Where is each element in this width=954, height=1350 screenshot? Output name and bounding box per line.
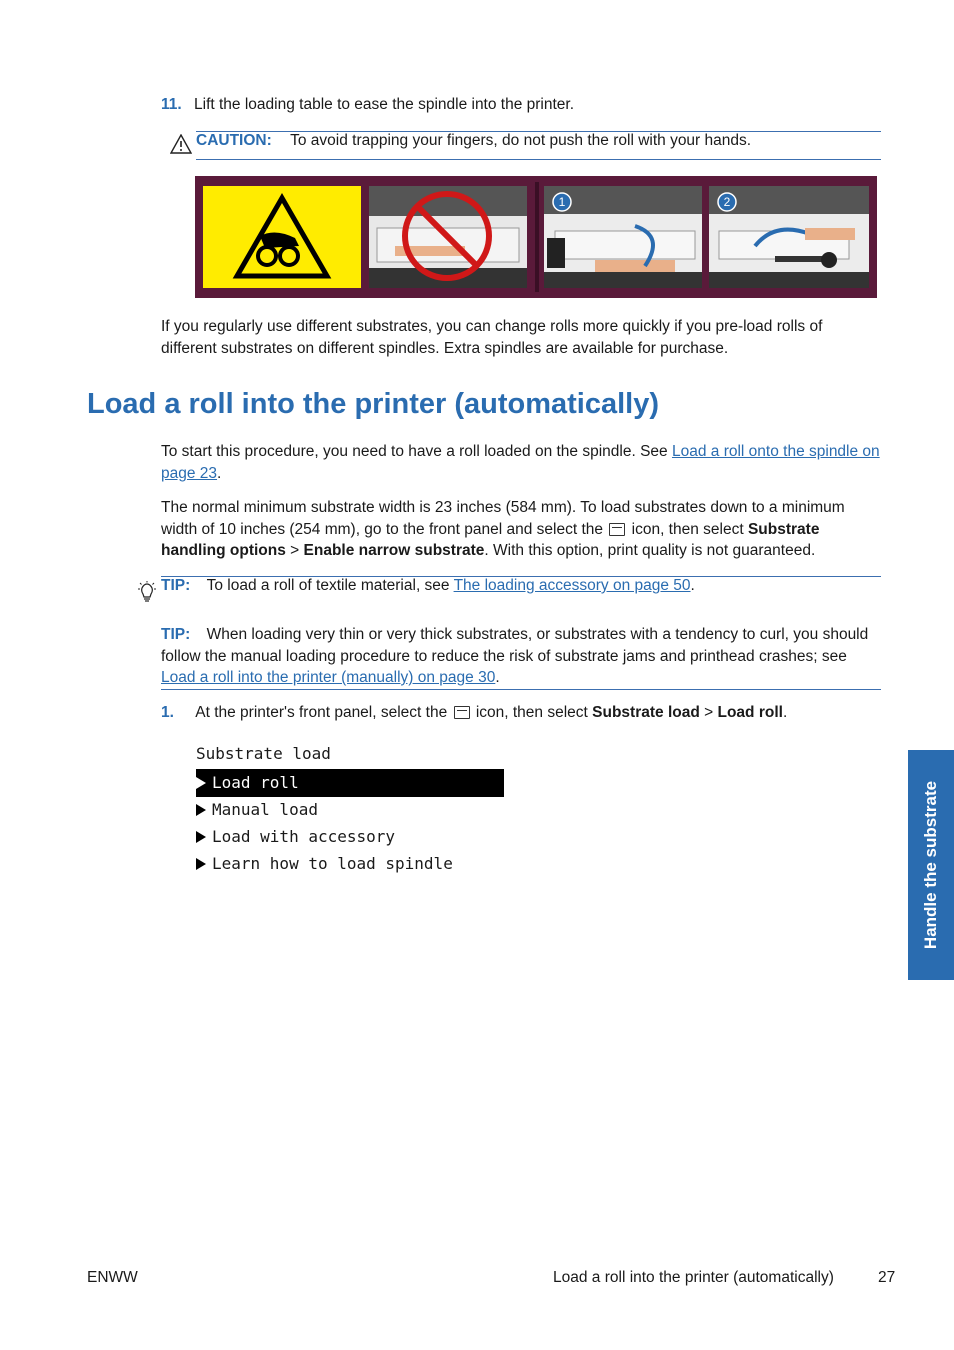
footer-section-title: Load a roll into the printer (automatically) — [553, 1269, 834, 1286]
narrow-substrate-paragraph — [161, 497, 881, 562]
intro-paragraph — [161, 441, 881, 484]
step1-text-2: icon, then select — [471, 704, 593, 721]
play-arrow-icon — [196, 858, 206, 870]
caution-figure — [195, 176, 877, 298]
panel-menu-title: Substrate load — [196, 744, 331, 763]
tip2-end: . — [495, 669, 500, 686]
panel-menu-item-label: Load with accessory — [212, 827, 396, 846]
tip2-label: TIP: — [161, 626, 191, 643]
panel-menu-item-label: Manual load — [212, 800, 318, 819]
intro-end: . — [217, 464, 222, 482]
tip1-text: To load a roll of textile material, see — [206, 577, 454, 594]
link-loading-accessory[interactable]: The loading accessory on page 50 — [453, 577, 691, 594]
tip2-bottom-rule — [161, 689, 881, 690]
narrow-text-2: icon, then select — [627, 520, 748, 538]
tip-note-2 — [161, 624, 885, 689]
play-arrow-icon — [196, 804, 206, 816]
figure-badge-2: 2 — [723, 195, 731, 209]
menu-substrate-handling-options: Substrate handling options — [161, 520, 820, 559]
step1-end: . — [782, 704, 788, 721]
panel-menu-item-label: Learn how to load spindle — [212, 854, 453, 873]
link-load-roll-spindle[interactable]: Load a roll onto the spindle on page 23 — [161, 443, 880, 482]
step1-separator: > — [699, 704, 718, 721]
menu-load-roll: Load roll — [717, 704, 783, 721]
preload-paragraph: If you regularly use different substrates, you can change rolls more quickly if you pre-load rolls of different substrates on different spindles. Extra spindles are available for purchase. — [161, 318, 823, 357]
step-number: 11. — [161, 96, 182, 113]
narrow-text-3: . With this option, print quality is not guaranteed. — [484, 542, 816, 559]
caution-bottom-rule — [196, 159, 881, 160]
menu-enable-narrow-substrate: Enable narrow substrate — [303, 542, 485, 559]
chapter-side-tab — [908, 750, 954, 980]
panel-menu-item-manual-load[interactable] — [196, 797, 318, 823]
front-panel-menu-icon — [609, 523, 625, 536]
tip1-end: . — [690, 577, 695, 594]
play-arrow-icon — [196, 777, 206, 789]
tip-note-1 — [161, 575, 881, 597]
panel-menu-item-label: Load roll — [212, 773, 299, 792]
step1-text-1: At the printer's front panel, select the — [195, 704, 452, 721]
front-panel-menu-icon — [454, 706, 470, 719]
caution-label: CAUTION: — [196, 132, 272, 149]
step-11 — [161, 94, 881, 115]
footer-left: ENWW — [87, 1269, 138, 1286]
intro-text: To start this procedure, you need to have a roll loaded on the spindle. See — [161, 443, 672, 460]
step-text: Lift the loading table to ease the spindle into the printer. — [194, 96, 575, 113]
play-arrow-icon — [196, 831, 206, 843]
tip1-label: TIP: — [161, 577, 191, 594]
link-load-roll-manually[interactable]: Load a roll into the printer (manually) on page 30 — [161, 669, 496, 686]
chapter-side-tab-label: Handle the substrate — [921, 780, 940, 950]
narrow-text-1: The normal minimum substrate width is 23 inches (584 mm). To load substrates down to a minimum width of 10 inches (254 mm), go to the front panel and select the — [161, 499, 845, 538]
tip2-text: When loading very thin or very thick substrates, or substrates with a tendency to curl, you should follow the manual loading procedure to reduce the risk of substrate jams and printhead crashes; see — [161, 626, 869, 665]
warning-icon — [170, 134, 192, 154]
page-number: 27 — [878, 1269, 896, 1286]
panel-menu-item-learn-spindle[interactable] — [196, 851, 453, 877]
section-heading: Load a roll into the printer (automatically) — [87, 388, 659, 420]
step1-body — [195, 704, 787, 721]
panel-menu-item-load-roll[interactable] — [196, 769, 504, 797]
step-1 — [161, 702, 881, 723]
panel-menu-item-load-with-accessory[interactable] — [196, 824, 395, 850]
figure-badge-1: 1 — [558, 195, 566, 209]
step-number: 1. — [161, 704, 174, 721]
narrow-separator: > — [285, 542, 304, 559]
menu-substrate-load: Substrate load — [592, 704, 700, 721]
lightbulb-icon — [136, 581, 158, 605]
caution-note — [196, 130, 886, 151]
caution-text: To avoid trapping your fingers, do not push the roll with your hands. — [290, 132, 752, 149]
